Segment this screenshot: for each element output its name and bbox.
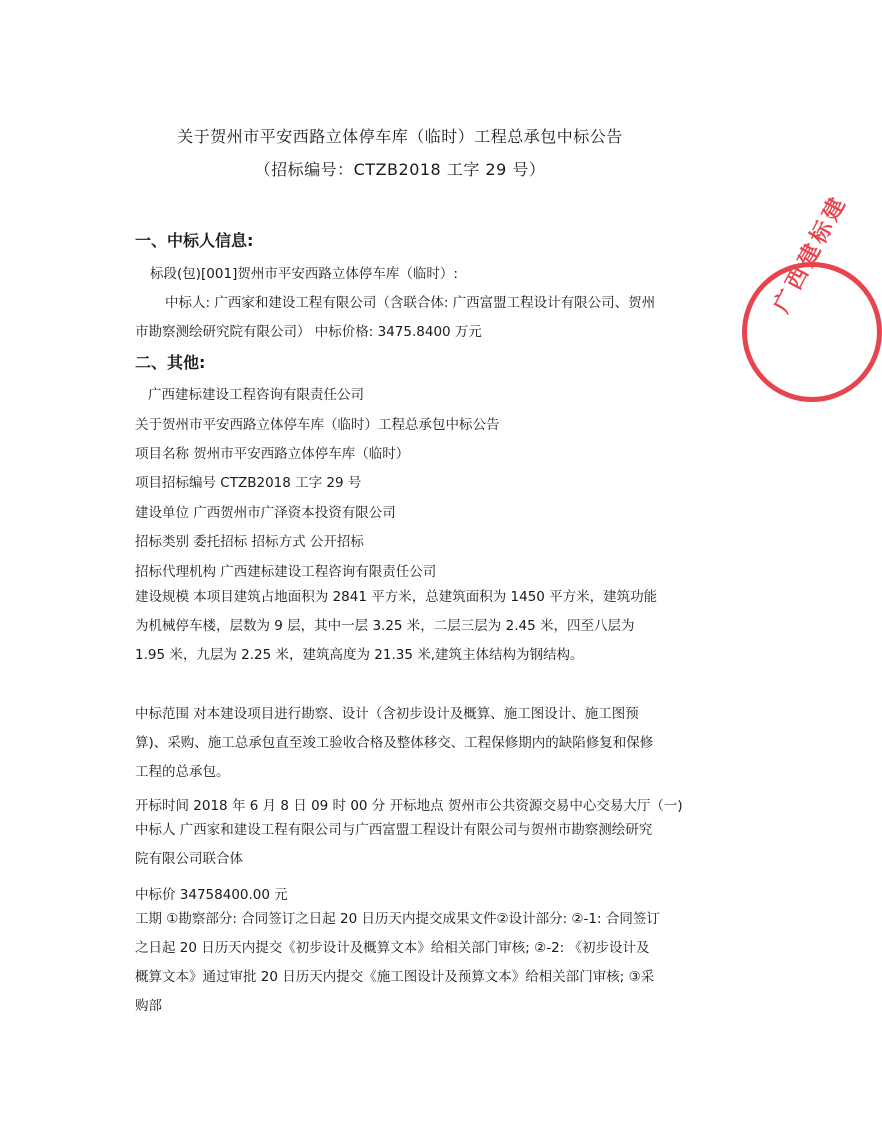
agency-name: 广西建标建设工程咨询有限责任公司 [148, 387, 364, 403]
winner-line-1: 中标人: 广西家和建设工程有限公司（含联合体: 广西富盟工程设计有限公司、贺州 [165, 295, 656, 311]
section-heading-winner-info: 一、中标人信息: [135, 231, 254, 250]
project-name: 项目名称 贺州市平安西路立体停车库（临时） [135, 446, 410, 462]
tender-agency: 招标代理机构 广西建标建设工程咨询有限责任公司 [135, 564, 437, 580]
tender-number: （招标编号：CTZB2018 工字 29 号） [254, 160, 546, 179]
section-heading-other: 二、其他: [135, 353, 206, 372]
project-tender-number: 项目招标编号 CTZB2018 工字 29 号 [135, 475, 362, 491]
official-seal [742, 190, 882, 402]
seal-text: 广西建标建 [769, 190, 853, 318]
winning-bidder: 中标人 广西家和建设工程有限公司与广西富盟工程设计有限公司与贺州市勘察测绘研究院有限公司联合体 [135, 822, 653, 867]
winning-price: 中标价 34758400.00 元 [135, 887, 288, 903]
construction-period: 工期 ①勘察部分: 合同签订之日起 20 日历天内提交成果文件②设计部分: ②-1: 合同签订之日起 20 日历天内提交《初步设计及概算文本》给相关部门审核; ②-2: 《初步设计及概算文本》通过审批 20 日历天内提交《施工图设计及预算文本》给相关部门审核; ③采购部 [135, 911, 660, 1014]
lot-line: 标段(包)[001]贺州市平安西路立体停车库（临时）: [150, 266, 458, 282]
construction-unit: 建设单位 广西贺州市广泽资本投资有限公司 [135, 505, 396, 521]
construction-scale: 建设规模 本项目建筑占地面积为 2841 平方米，总建筑面积为 1450 平方米，建筑功能为机械停车楼，层数为 9 层，其中一层 3.25 米，二层三层为 2.45 米，四至八层为 1.95 米，九层为 2.25 米，建筑高度为 21.35 米,建筑主体结构为钢结构。 [135, 589, 658, 663]
document-title: 关于贺州市平安西路立体停车库（临时）工程总承包中标公告 [177, 127, 623, 146]
winner-line-2: 市勘察测绘研究院有限公司） 中标价格: 3475.8400 万元 [135, 324, 482, 340]
announcement-title: 关于贺州市平安西路立体停车库（临时）工程总承包中标公告 [135, 417, 500, 433]
opening-info: 开标时间 2018 年 6 月 8 日 09 时 00 分 开标地点 贺州市公共资源交易中心交易大厅（一) [135, 798, 683, 814]
bid-scope: 中标范围 对本建设项目进行勘察、设计（含初步设计及概算、施工图设计、施工图预算)、采购、施工总承包直至竣工验收合格及整体移交、工程保修期内的缺陷修复和保修工程的总承包。 [135, 706, 654, 780]
tender-type: 招标类别 委托招标 招标方式 公开招标 [135, 534, 364, 550]
